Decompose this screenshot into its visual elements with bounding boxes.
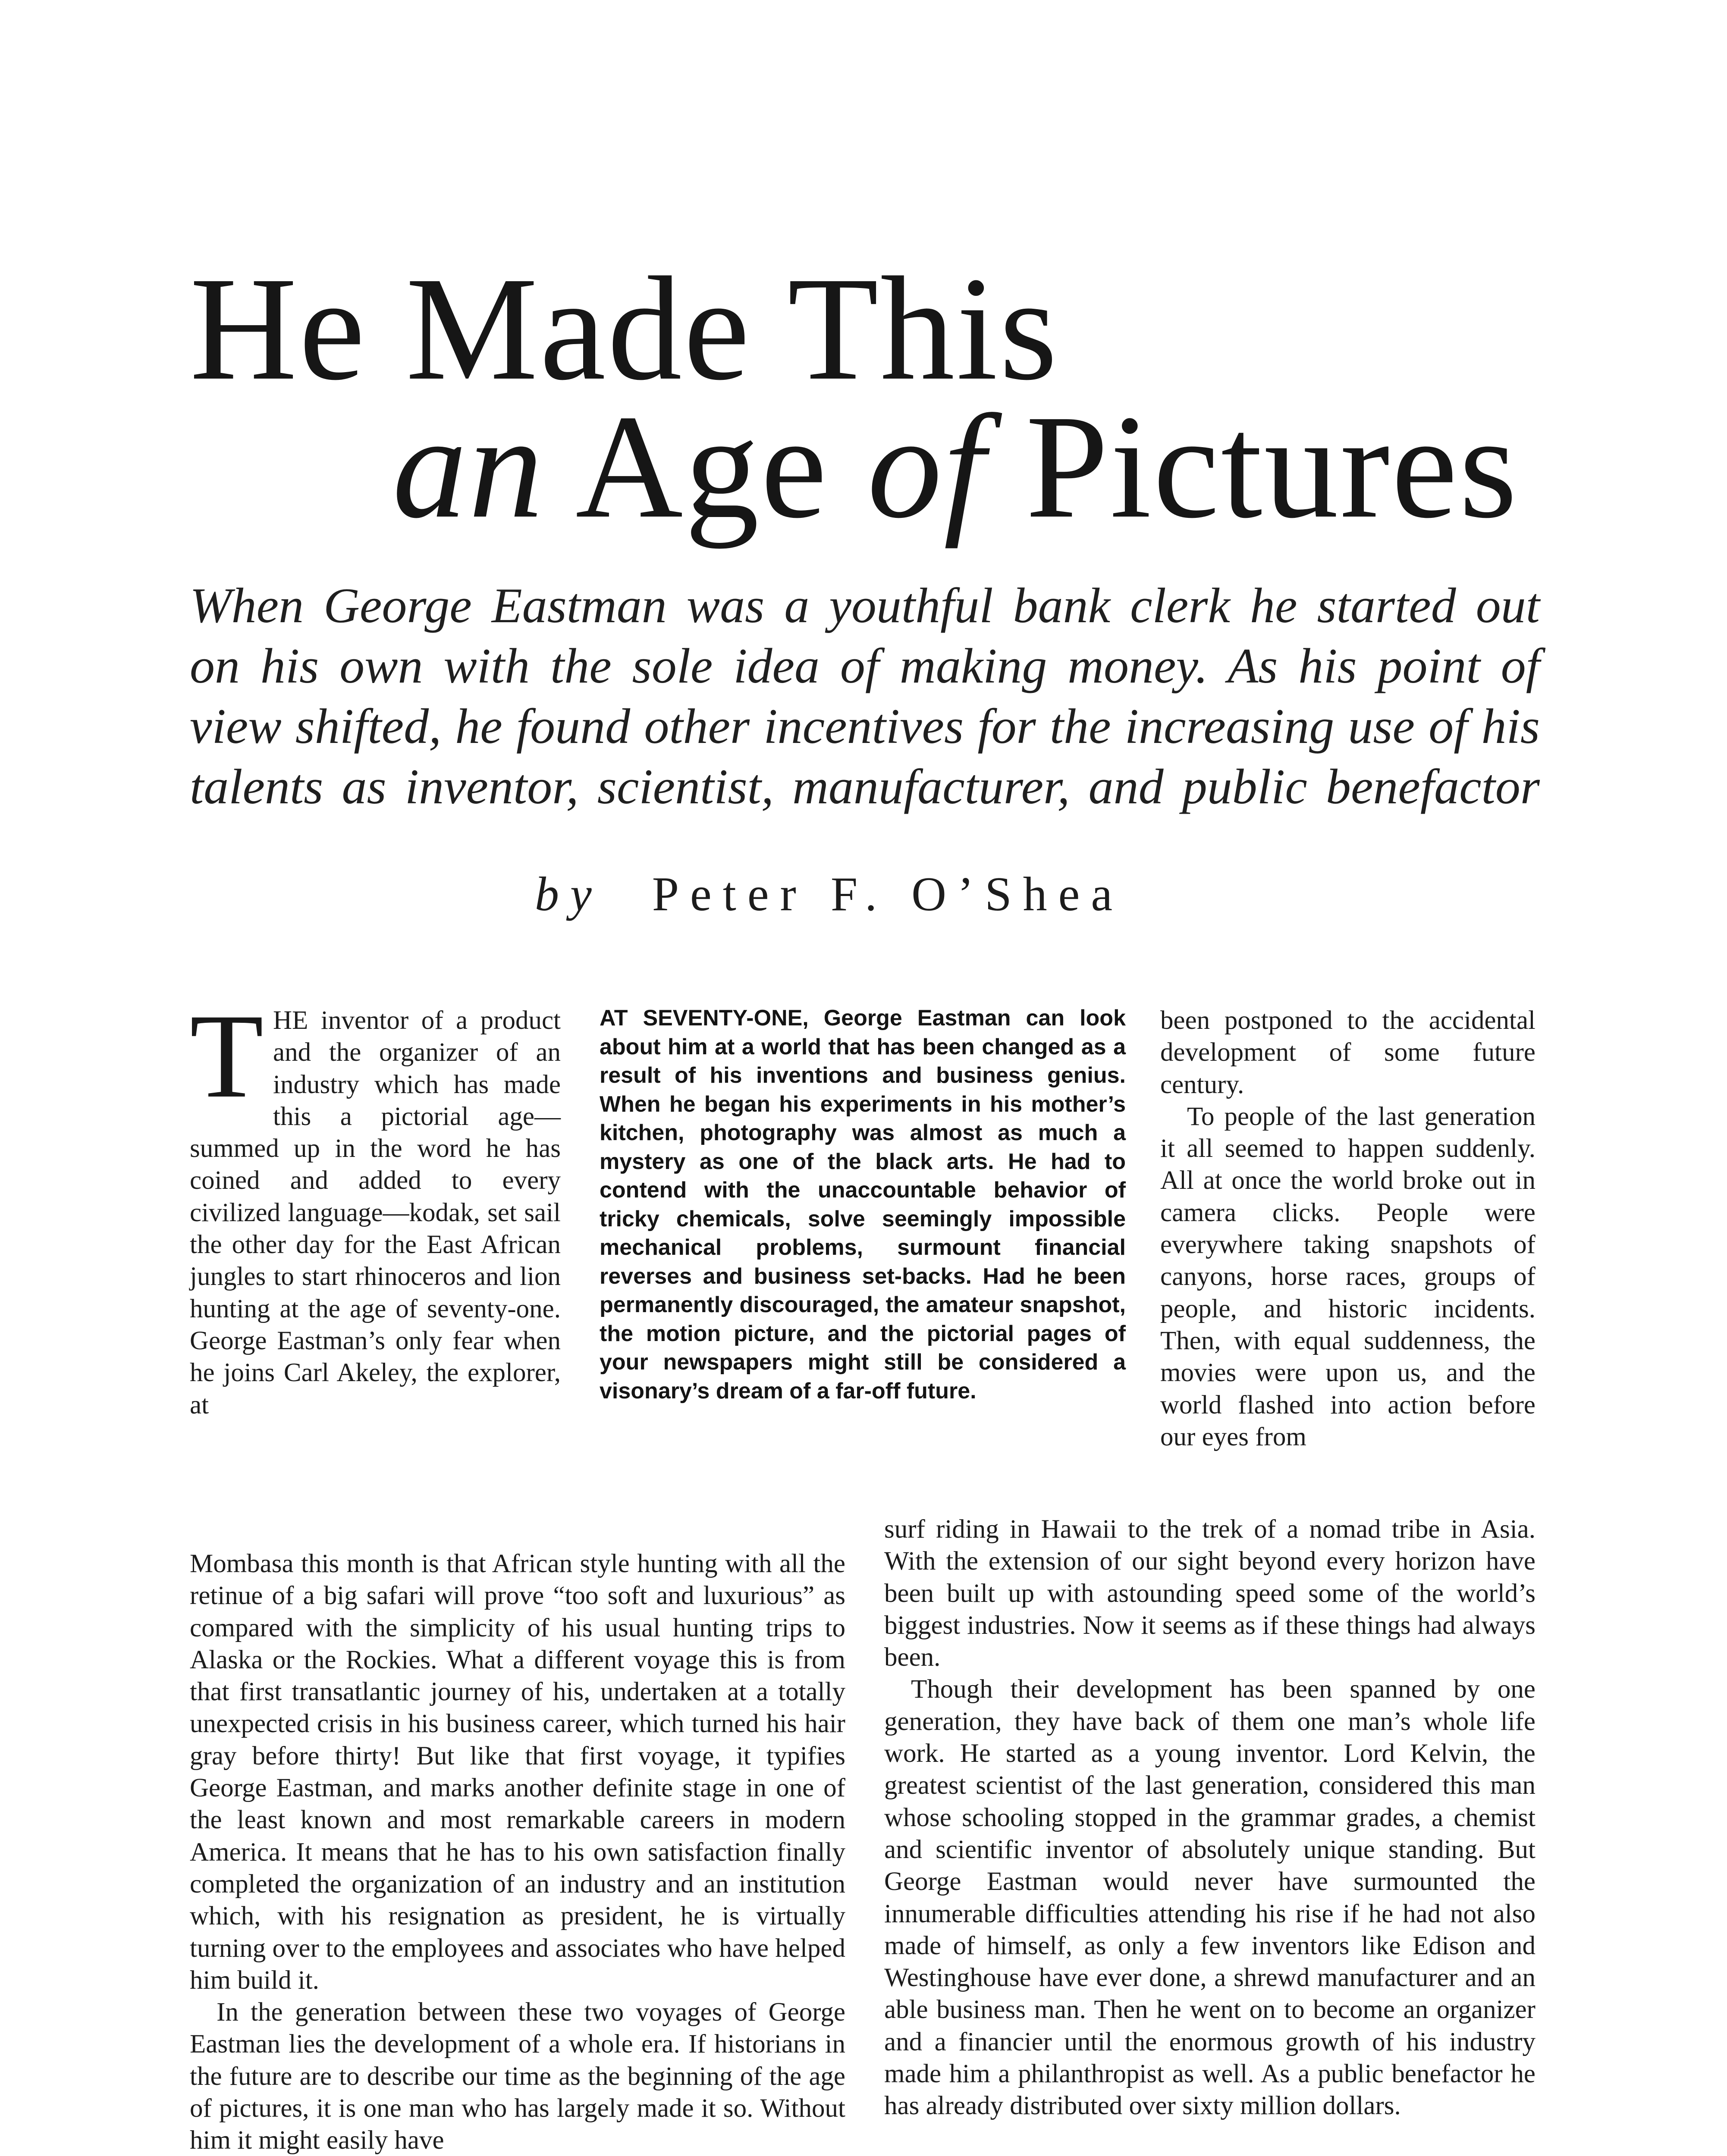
body-paragraph: In the generation between these two voyages of George Eastman lies the development of a whole era. If historians in the future are to describe our time as the beginning of the age of pictures, it is one man who has largely made it so. Without him it might easily have: [190, 1998, 845, 2155]
dek-line: talents as inventor, scientist, manufacturer, and public benefactor: [190, 759, 1540, 815]
body-paragraph: HE inventor of a product and the organizer of an industry which has made this a pictorial age—summed up in the word he has coined and added to every civilized language—kodak, set sail the other day for the East African jungles to start rhinoceros and lion hunting at the age of seventy-one. George Eastman’s only fear when he joins Carl Akeley, the explorer, at: [190, 1006, 561, 1420]
title-word-an: an: [392, 384, 545, 549]
body-paragraph: Mombasa this month is that African style hunting with all the retinue of a big safari will prove “too soft and luxurious” as compared with the simplicity of his usual hunting trips to Alaska or the Rockies. What a different voyage this is from that first transatlantic journey of his, undertaken at a totally unexpected crisis in his business career, which turned his hair gray before thirty! But like that first voyage, it typifies George Eastman, and marks another definite stage in one of the least known and most remarkable careers in modern America. It means that he has to his own satisfaction finally completed the organization of an industry and an institution which, with his resignation as president, he is virtually turning over to the employees and associates who have helped him build it.: [190, 1549, 845, 1995]
body-paragraph: To people of the last generation it all seemed to happen suddenly. All at once the world broke out in camera clicks. People were everywhere taking snapshots of canyons, horse races, groups of people, and historic incidents. Then, with equal suddenness, the movies were upon us, and the world flashed into action before our eyes from: [1160, 1102, 1535, 1451]
article-title-line-1: [190, 246, 1059, 411]
dek-line: view shifted, he found other incentives for the increasing use of his: [190, 699, 1540, 754]
callout-text: AT SEVENTY-ONE, George Eastman can look about him at a world that has been changed as a result of his inventions and business genius. When he began his experiments in his mother’s kitchen, photography was almost as much a mystery as one of the black arts. He had to contend with the unaccountable behavior of tricky chemicals, solve seemingly impossible mechanical problems, surmount financial reverses and business set-backs. Had he been permanently discouraged, the amateur snapshot, the motion picture, and the pictorial pages of your newspapers might still be considered a visonary’s dream of a far-off future.: [600, 1006, 1126, 1404]
body-paragraph: Though their development has been spanned by one generation, they have back of them one man’s whole life work. He started as a young inventor. Lord Kelvin, the greatest scientist of the last generation, considered this man whose schooling stopped in the grammar grades, a chemist and scientific inventor of absolutely unique standing. But George Eastman would never have surmounted the innumerable difficulties attending his rise if he had not also made of himself, as only a few inventors like Edison and Westinghouse have ever done, a shrewd manufacturer and an able business man. Then he went on to become an organizer and a financier until the enormous growth of his industry made him a philanthropist as well. As a public benefactor he has already distributed over sixty million dollars.: [884, 1675, 1535, 2121]
body-paragraph: been postponed to the accidental development of some future century.: [1160, 1006, 1535, 1099]
title-line-1-text: He Made This: [190, 246, 1059, 411]
byline-by: by: [535, 868, 603, 921]
title-word-age: Age: [575, 384, 829, 549]
body-column-left-bottom: [190, 1548, 845, 2156]
body-paragraph: surf riding in Hawaii to the trek of a nomad tribe in Asia. With the extension of our sight beyond every horizon have been built up with astounding speed some of the world’s biggest industries. Now it seems as if these things had always been.: [884, 1515, 1535, 1672]
byline: [535, 867, 1234, 922]
drop-cap: T: [190, 989, 264, 1123]
body-column-right-top: [1160, 1005, 1535, 1453]
article-dek: [190, 576, 1540, 817]
title-word-of: of: [867, 384, 987, 549]
article-title-line-2: [392, 384, 1519, 549]
dek-line: on his own with the sole idea of making money. As his point of: [190, 639, 1540, 694]
byline-author: Peter F. O’Shea: [652, 868, 1124, 921]
title-word-pictures: Pictures: [1025, 384, 1519, 549]
body-column-right-bottom: [884, 1514, 1535, 2122]
dek-line: When George Eastman was a youthful bank clerk he started out: [190, 578, 1540, 633]
body-column-left-top: [190, 989, 561, 1421]
callout-box: [600, 1004, 1126, 1405]
